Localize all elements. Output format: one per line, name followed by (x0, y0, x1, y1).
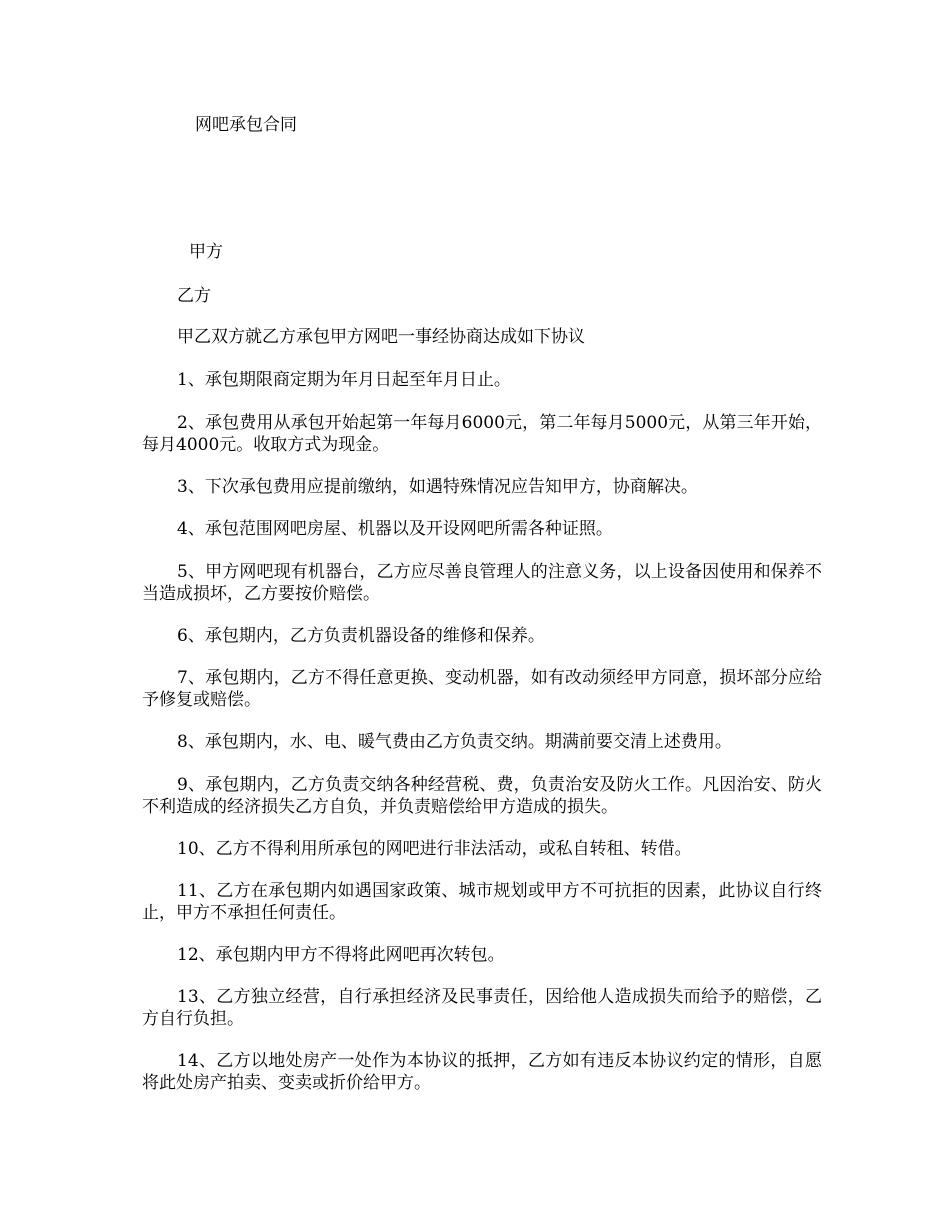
party-b-label: 乙方 (177, 286, 211, 306)
clause-8: 8、承包期内，水、电、暖气费由乙方负责交纳。期满前要交清上述费用。 (177, 732, 732, 752)
clause-5: 5、甲方网吧现有机器台，乙方应尽善良管理人的注意义务，以上设备因使用和保养不当造成损坏，乙方要按价赔偿。 (142, 562, 822, 604)
clause-11: 11、乙方在承包期内如遇国家政策、城市规划或甲方不可抗拒的因素，此协议自行终止，甲方不承担任何责任。 (142, 881, 822, 923)
clause-1: 1、承包期限商定期为年月日起至年月日止。 (177, 370, 511, 390)
clause-7: 7、承包期内，乙方不得任意更换、变动机器，如有改动须经甲方同意，损坏部分应给予修复或赔偿。 (142, 668, 822, 710)
clause-14: 14、乙方以地处房产一处作为本协议的抵押，乙方如有违反本协议约定的情形，自愿将此处房产拍卖、变卖或折价给甲方。 (142, 1051, 822, 1093)
clause-13: 13、乙方独立经营，自行承担经济及民事责任，因给他人造成损失而给予的赔偿，乙方自行负担。 (142, 987, 822, 1029)
clause-12: 12、承包期内甲方不得将此网吧再次转包。 (177, 945, 505, 965)
clause-9: 9、承包期内，乙方负责交纳各种经营税、费，负责治安及防火工作。凡因治安、防火不利造成的经济损失乙方自负，并负责赔偿给甲方造成的损失。 (142, 775, 822, 817)
preamble: 甲乙双方就乙方承包甲方网吧一事经协商达成如下协议 (177, 327, 585, 347)
party-a-label: 甲方 (189, 242, 223, 262)
clause-2: 2、承包费用从承包开始起第一年每月6000元，第二年每月5000元，从第三年开始，每月4000元。收取方式为现金。 (142, 413, 822, 455)
clause-6: 6、承包期内，乙方负责机器设备的维修和保养。 (177, 626, 545, 646)
clause-3: 3、下次承包费用应提前缴纳，如遇特殊情况应告知甲方，协商解决。 (177, 477, 698, 497)
clause-4: 4、承包范围网吧房屋、机器以及开设网吧所需各种证照。 (177, 519, 613, 539)
document-title: 网吧承包合同 (195, 115, 297, 135)
clause-10: 10、乙方不得利用所承包的网吧进行非法活动，或私自转租、转借。 (177, 839, 692, 859)
